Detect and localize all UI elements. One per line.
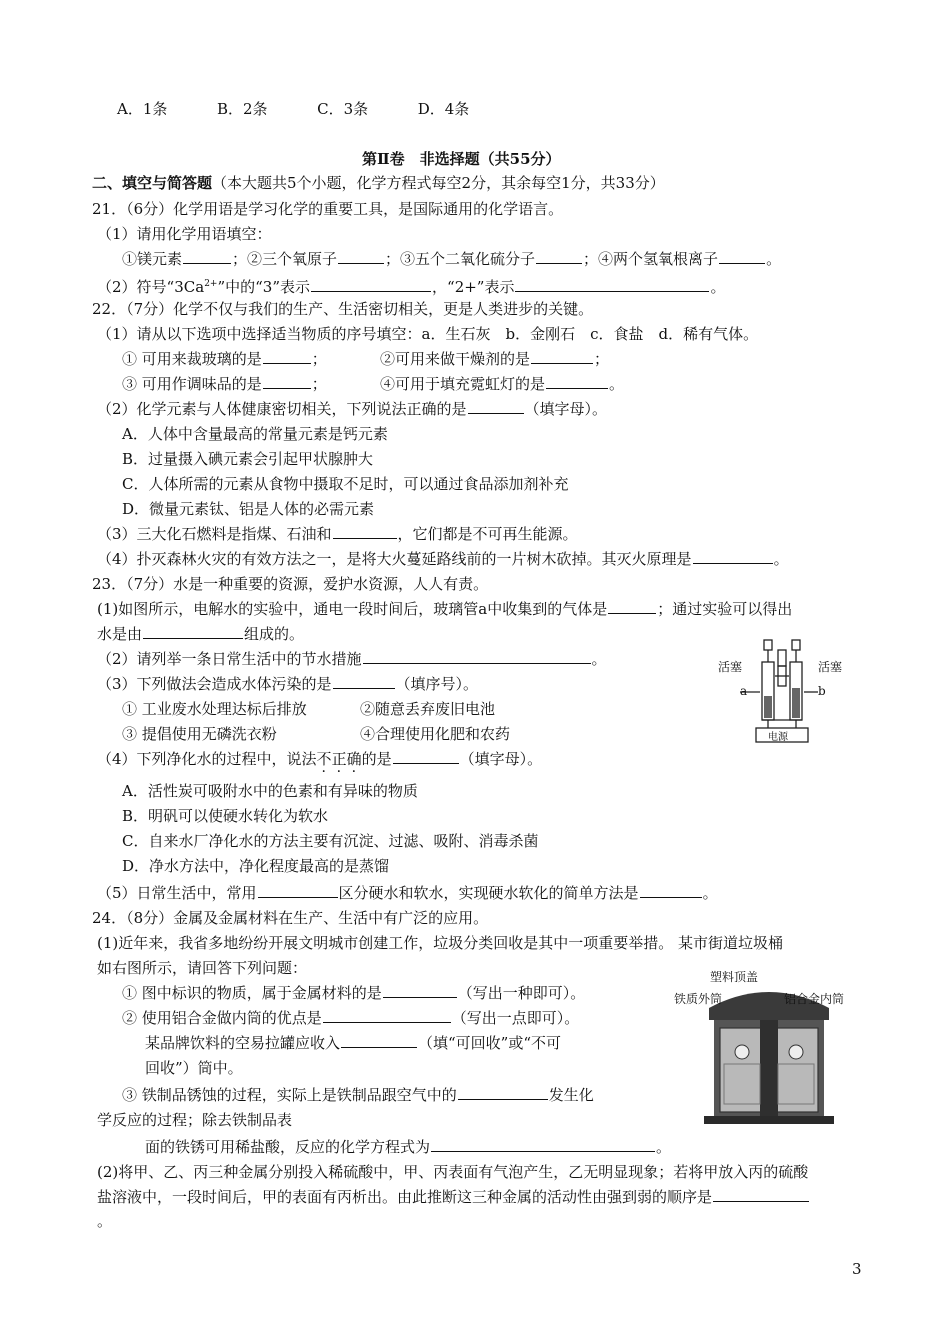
part2-head: 二、填空与简答题 (92, 174, 213, 192)
section-title: 第Ⅱ卷 非选择题（共55分） (362, 150, 561, 168)
tube-b-label: b (818, 684, 826, 698)
q22-2a-text: （2）化学元素与人体健康密切相关，下列说法正确的是 (97, 400, 467, 418)
plastic-lid-label: 塑料顶盖 (710, 970, 759, 984)
q23-2b-text: 。 (591, 650, 607, 668)
q23-5a-text: （5）日常生活中，常用 (97, 884, 257, 902)
answer-blank[interactable] (323, 1007, 451, 1023)
q22-part3 (97, 523, 578, 545)
q23-3b-text: （填序号）。 (395, 675, 479, 693)
q24-part2: (2)将甲、乙、丙三种金属分别投入稀硫酸中，甲、丙表面有气泡产生，乙无明显现象；若将甲放入丙的硫酸 (97, 1163, 809, 1181)
q22-3a-text: （3）三大化石燃料是指煤、石油和 (97, 525, 332, 543)
q24-r7a-text: 面的铁锈可用稀盐酸，反应的化学方程式为 (145, 1138, 431, 1156)
q21-1d-text: ；④两个氢氧根离子 (583, 250, 719, 268)
q21-2b-text: ”中的“3”表示 (217, 278, 311, 296)
q23-row1 (122, 698, 307, 720)
q24-r2a-text: ② 使用铝合金做内筒的优点是 (122, 1009, 322, 1027)
q24-row3 (145, 1032, 561, 1054)
q22-r2a-text: ③ 可用作调味品的是 (122, 375, 262, 393)
q22-stem: 22．（7分）化学不仅与我们的生产、生活密切相关，更是人类进步的关键。 (92, 300, 594, 318)
q23-1d-text: 组成的。 (244, 625, 305, 643)
q21-part2 (97, 273, 726, 298)
q24-r3b-text: （填“可回收”或“不可 (418, 1034, 562, 1052)
answer-blank[interactable] (258, 882, 338, 898)
q23-option-b: B．明矾可以使硬水转化为软水 (122, 807, 329, 825)
answer-blank[interactable] (333, 523, 397, 539)
q21-1a-text: ①镁元素 (122, 250, 183, 268)
q23-row1-right: ②随意丢弃废旧电池 (360, 700, 496, 718)
q24-row2 (122, 1007, 579, 1029)
q21-part1: （1）请用化学用语填空： (97, 225, 272, 243)
q24-row1 (122, 982, 585, 1004)
answer-blank[interactable] (468, 398, 524, 414)
q23-option-a: A．活性炭可吸附水中的色素和有异味的物质 (122, 782, 418, 800)
emphasis-char: 不 (316, 750, 332, 768)
iron-outer-label: 铁质外筒 (674, 992, 723, 1006)
q22-option-a: A．人体中含量最高的常量元素是钙元素 (122, 425, 388, 443)
q23-5c-text: 。 (702, 884, 718, 902)
q24-row4: 回收”）筒中。 (145, 1059, 243, 1077)
q24-stem: 24．（8分）金属及金属材料在生产、生活中有广泛的应用。 (92, 909, 489, 927)
answer-blank[interactable] (143, 623, 243, 639)
q23-part1-cont (97, 623, 304, 645)
q24-row7 (145, 1136, 671, 1158)
page-number: 3 (852, 1260, 862, 1278)
q24-r5b-text: 发生化 (548, 1086, 594, 1104)
q22-row1-right (380, 348, 609, 370)
q22-r1a-text: ① 可用来裁玻璃的是 (122, 350, 262, 368)
q23-1c-text: 水是由 (97, 625, 143, 643)
q21-part1-blanks (122, 248, 781, 270)
piston-label-right: 活塞 (818, 660, 843, 674)
part2-note: （本大题共5个小题，化学方程式每空2分，其余每空1分，共33分） (212, 174, 665, 192)
q22-part4 (97, 548, 789, 570)
answer-blank[interactable] (458, 1084, 548, 1100)
answer-blank[interactable] (531, 348, 593, 364)
q23-1a-text: (1)如图所示，电解水的实验中，通电一段时间后，玻璃管a中收集到的气体是 (97, 600, 608, 618)
q23-1b-text: ；通过实验可以得出 (657, 600, 793, 618)
charge-superscript: 2+ (204, 279, 218, 289)
q22-row1 (122, 348, 327, 370)
answer-blank[interactable] (311, 276, 431, 292)
q23-row2: ③ 提倡使用无磷洗衣粉 (122, 725, 277, 743)
piston-label-left: 活塞 (718, 660, 743, 674)
answer-blank[interactable] (515, 276, 709, 292)
q21-1e-text: 。 (766, 250, 782, 268)
q21-1b-text: ；②三个氧原子 (232, 250, 338, 268)
q23-4c-text: 的是 (361, 750, 392, 768)
q21-2d-text: 。 (710, 278, 726, 296)
emphasis-char: 确 (346, 750, 362, 768)
q22-2b-text: （填字母）。 (524, 400, 608, 418)
q23-4a-text: （4）下列净化水的过程中，说法 (97, 750, 317, 768)
q23-3a-text: （3）下列做法会造成水体污染的是 (97, 675, 332, 693)
trash-bin-figure (674, 968, 864, 1128)
q23-4d-text: （填字母）。 (459, 750, 543, 768)
q22-r1c-text: ②可用来做干燥剂的是 (380, 350, 531, 368)
answer-blank[interactable] (183, 248, 231, 264)
q22-option-b: B．过量摄入碘元素会引起甲状腺肿大 (122, 450, 374, 468)
q22-row2 (122, 373, 327, 395)
answer-blank[interactable] (608, 598, 656, 614)
answer-blank[interactable] (640, 882, 702, 898)
q20-option-b: B．2条 (216, 100, 268, 118)
q24-part2-end: 。 (97, 1212, 113, 1230)
q23-option-d: D．净水方法中，净化程度最高的是蒸馏 (122, 857, 390, 875)
q23-part2 (97, 648, 607, 670)
answer-blank[interactable] (431, 1136, 655, 1152)
answer-blank[interactable] (536, 248, 582, 264)
q23-stem: 23．（7分）水是一种重要的资源，爱护水资源，人人有责。 (92, 575, 489, 593)
q22-4b-text: 。 (773, 550, 789, 568)
q20-option-a: A．1条 (117, 100, 168, 118)
q24-part1: (1)近年来，我省多地纷纷开展文明城市创建工作，垃圾分类回收是其中一项重要举措。 某市街道垃圾桶 (97, 934, 784, 952)
q24-2b-text: 盐溶液中，一段时间后，甲的表面有丙析出。由此推断这三种金属的活动性由强到弱的顺序是 (97, 1188, 713, 1206)
answer-blank[interactable] (363, 648, 591, 664)
answer-blank[interactable] (719, 248, 765, 264)
q24-row5 (122, 1084, 594, 1106)
q20-option-d: D．4条 (417, 100, 470, 118)
q21-2c-text: ，“2+”表示 (432, 278, 515, 296)
q24-r5a-text: ③ 铁制品锈蚀的过程，实际上是铁制品跟空气中的 (122, 1086, 457, 1104)
q24-r3a-text: 某品牌饮料的空易拉罐应收入 (145, 1034, 341, 1052)
emphasis-char: 正 (331, 750, 347, 768)
answer-blank[interactable] (393, 748, 459, 764)
answer-blank[interactable] (713, 1186, 809, 1202)
q23-r1a-text: ① 工业废水处理达标后排放 (122, 700, 307, 718)
q23-part4 (97, 748, 542, 770)
electrolysis-figure (718, 636, 848, 746)
q22-part2 (97, 398, 607, 420)
q22-r1d-text: ； (594, 350, 610, 368)
q22-r2c-text: ④可用于填充霓虹灯的是 (380, 375, 546, 393)
answer-blank[interactable] (333, 673, 395, 689)
answer-blank[interactable] (341, 1032, 417, 1048)
q24-part2-cont (97, 1186, 810, 1208)
q22-r2d-text: 。 (609, 375, 625, 393)
q22-4a-text: （4）扑灭森林火灾的有效方法之一，是将大火蔓延路线前的一片树木砍掉。其灭火原理是 (97, 550, 692, 568)
q24-r2b-text: （写出一点即可）。 (451, 1009, 580, 1027)
q22-option-d: D．微量元素钛、铝是人体的必需元素 (122, 500, 375, 518)
q23-2a-text: （2）请列举一条日常生活中的节水措施 (97, 650, 362, 668)
answer-blank[interactable] (383, 982, 457, 998)
answer-blank[interactable] (338, 248, 384, 264)
q21-stem: 21．（6分）化学用语是学习化学的重要工具，是国际通用的化学语言。 (92, 200, 564, 218)
answer-blank[interactable] (263, 373, 311, 389)
q23-part1 (97, 598, 792, 620)
answer-blank[interactable] (693, 548, 773, 564)
q23-5b-text: 区分硬水和软水，实现硬水软化的简单方法是 (338, 884, 639, 902)
q23-part5 (97, 882, 718, 904)
q24-r7b-text: 。 (656, 1138, 672, 1156)
q23-part3 (97, 673, 478, 695)
q23-option-c: C．自来水厂净化水的方法主要有沉淀、过滤、吸附、消毒杀菌 (122, 832, 539, 850)
answer-blank[interactable] (546, 373, 608, 389)
q24-row6: 学反应的过程；除去铁制品表 (97, 1111, 293, 1129)
q22-part1: （1）请从以下选项中选择适当物质的序号填空：a．生石灰 b．金刚石 c．食盐 d．稀有气体。 (97, 325, 759, 343)
answer-blank[interactable] (263, 348, 311, 364)
q22-r1b-text: ； (311, 350, 327, 368)
q24-part1-cont: 如右图所示，请回答下列问题： (97, 959, 308, 977)
q22-r2b-text: ； (311, 375, 327, 393)
q20-option-c: C．3条 (317, 100, 369, 118)
q22-row2-right (380, 373, 624, 395)
q22-option-c: C．人体所需的元素从食物中摄取不足时，可以通过食品添加剂补充 (122, 475, 569, 493)
q23-row2-right: ④合理使用化肥和农药 (360, 725, 511, 743)
q22-3b-text: ，它们都是不可再生能源。 (397, 525, 578, 543)
aluminum-inner-label: 铝合金内筒 (784, 992, 845, 1006)
q21-1c-text: ；③五个二氧化硫分子 (385, 250, 536, 268)
q20-options (117, 98, 469, 120)
power-supply-label: 电源 (768, 732, 788, 743)
q24-r1a-text: ① 图中标识的物质，属于金属材料的是 (122, 984, 382, 1002)
q24-r1b-text: （写出一种即可）。 (457, 984, 586, 1002)
part2-heading (92, 172, 665, 194)
q21-2a-text: （2）符号“3Ca (97, 278, 205, 296)
tube-a-label: a (740, 684, 748, 698)
